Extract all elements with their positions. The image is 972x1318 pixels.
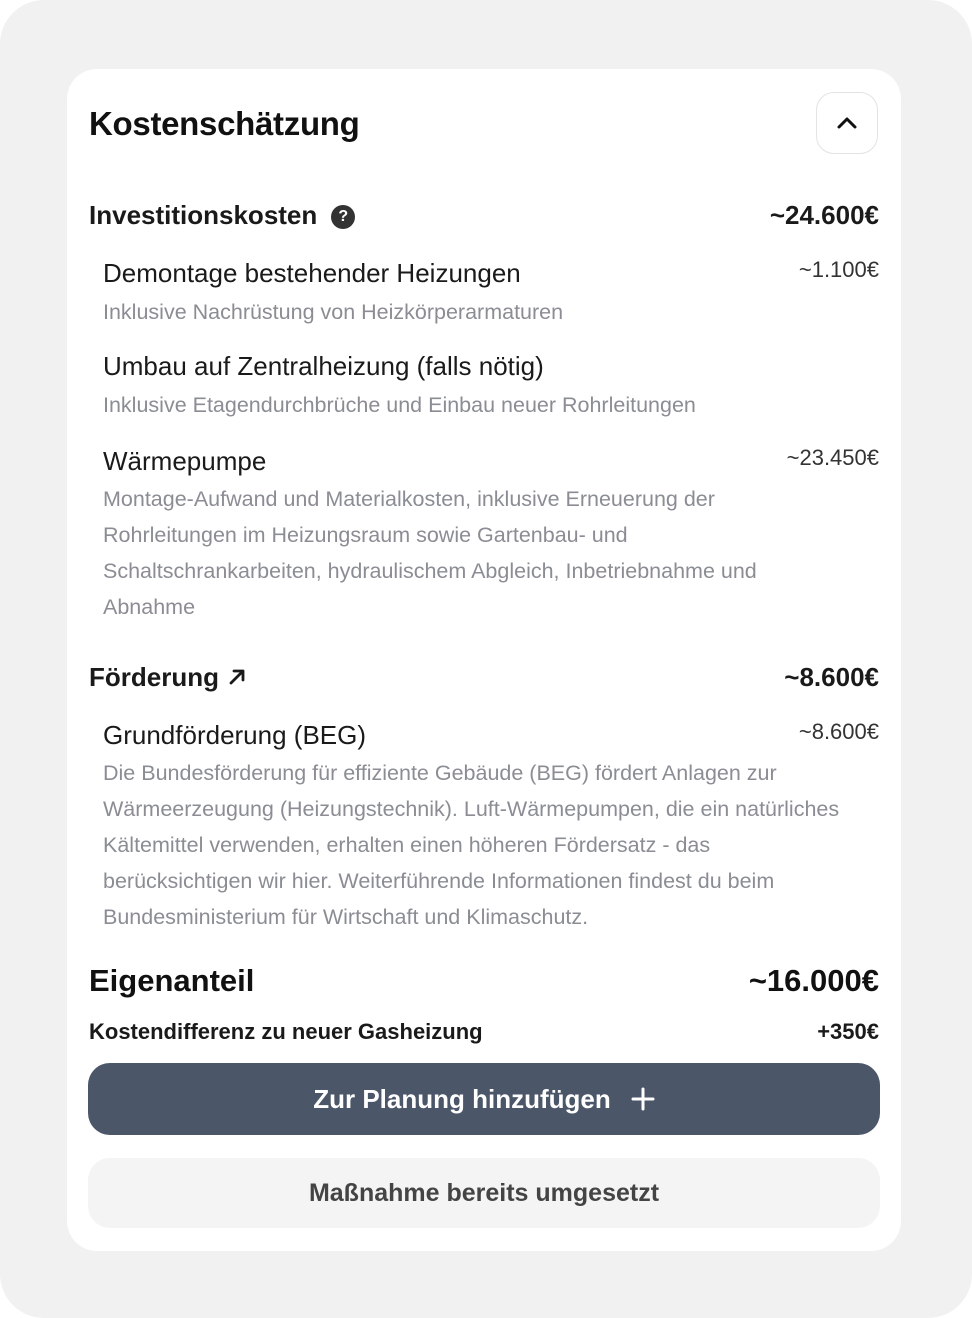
item-title-waermepumpe: Wärmepumpe (103, 446, 267, 476)
arrow-up-right-icon[interactable] (227, 667, 247, 687)
already-done-button[interactable] (88, 1158, 880, 1228)
subsidy-section-label[interactable] (89, 662, 247, 693)
item-value-waermepumpe: ~23.450€ (786, 445, 879, 470)
investment-label: Investitionskosten (89, 200, 318, 230)
own-share-value: ~16.000€ (748, 963, 879, 998)
subsidy-label[interactable]: Förderung (89, 662, 219, 692)
add-to-plan-label: Zur Planung hinzufügen (313, 1083, 611, 1114)
investment-total: ~24.600€ (769, 200, 879, 230)
cost-estimate-card (67, 69, 901, 1251)
item-title-zentralheizung: Umbau auf Zentralheizung (falls nötig) (103, 351, 544, 381)
item-title-grundfoerderung: Grundförderung (BEG) (103, 720, 367, 750)
card-title: Kostenschätzung (89, 105, 360, 142)
item-value-demontage: ~1.100€ (798, 257, 879, 282)
own-share-label: Eigenanteil (89, 963, 255, 998)
already-done-label: Maßnahme bereits umgesetzt (308, 1178, 660, 1207)
item-description-waermepumpe: Montage-Aufwand und Materialkosten, inklusive Erneuerung der Rohrleitungen im Heizungsraum sowie Gartenbau- und Schaltschrankarbeiten, hydraulischem Abgleich, Inbetriebnahme und Abnahme (103, 487, 757, 619)
add-to-plan-button[interactable] (88, 1063, 880, 1135)
investment-section-label (89, 200, 355, 231)
help-icon[interactable]: ? (331, 205, 355, 229)
plus-icon (631, 1087, 655, 1111)
cost-difference-label: Kostendifferenz zu neuer Gasheizung (89, 1019, 483, 1044)
item-description-demontage: Inklusive Nachrüstung von Heizkörperarmaturen (103, 300, 564, 324)
subsidy-total: ~8.600€ (784, 662, 879, 692)
cost-difference-value: +350€ (817, 1019, 879, 1044)
item-description-grundfoerderung: Die Bundesförderung für effiziente Gebäude (BEG) fördert Anlagen zur Wärmeerzeugung (Heizungstechnik). Luft-Wärmepumpen, die ein natürliches Kältemittel verwenden, erhalten einen höheren Fördersatz - das berücksichtigen wir hier. Weiterführende Informationen findest du beim Bundesministerium für Wirtschaft und Klimaschutz. (103, 761, 840, 929)
chevron-up-icon (836, 116, 858, 130)
collapse-button[interactable] (816, 92, 878, 154)
item-title-demontage: Demontage bestehender Heizungen (103, 258, 521, 288)
item-value-grundfoerderung: ~8.600€ (798, 719, 879, 744)
item-description-zentralheizung: Inklusive Etagendurchbrüche und Einbau neuer Rohrleitungen (103, 393, 696, 417)
